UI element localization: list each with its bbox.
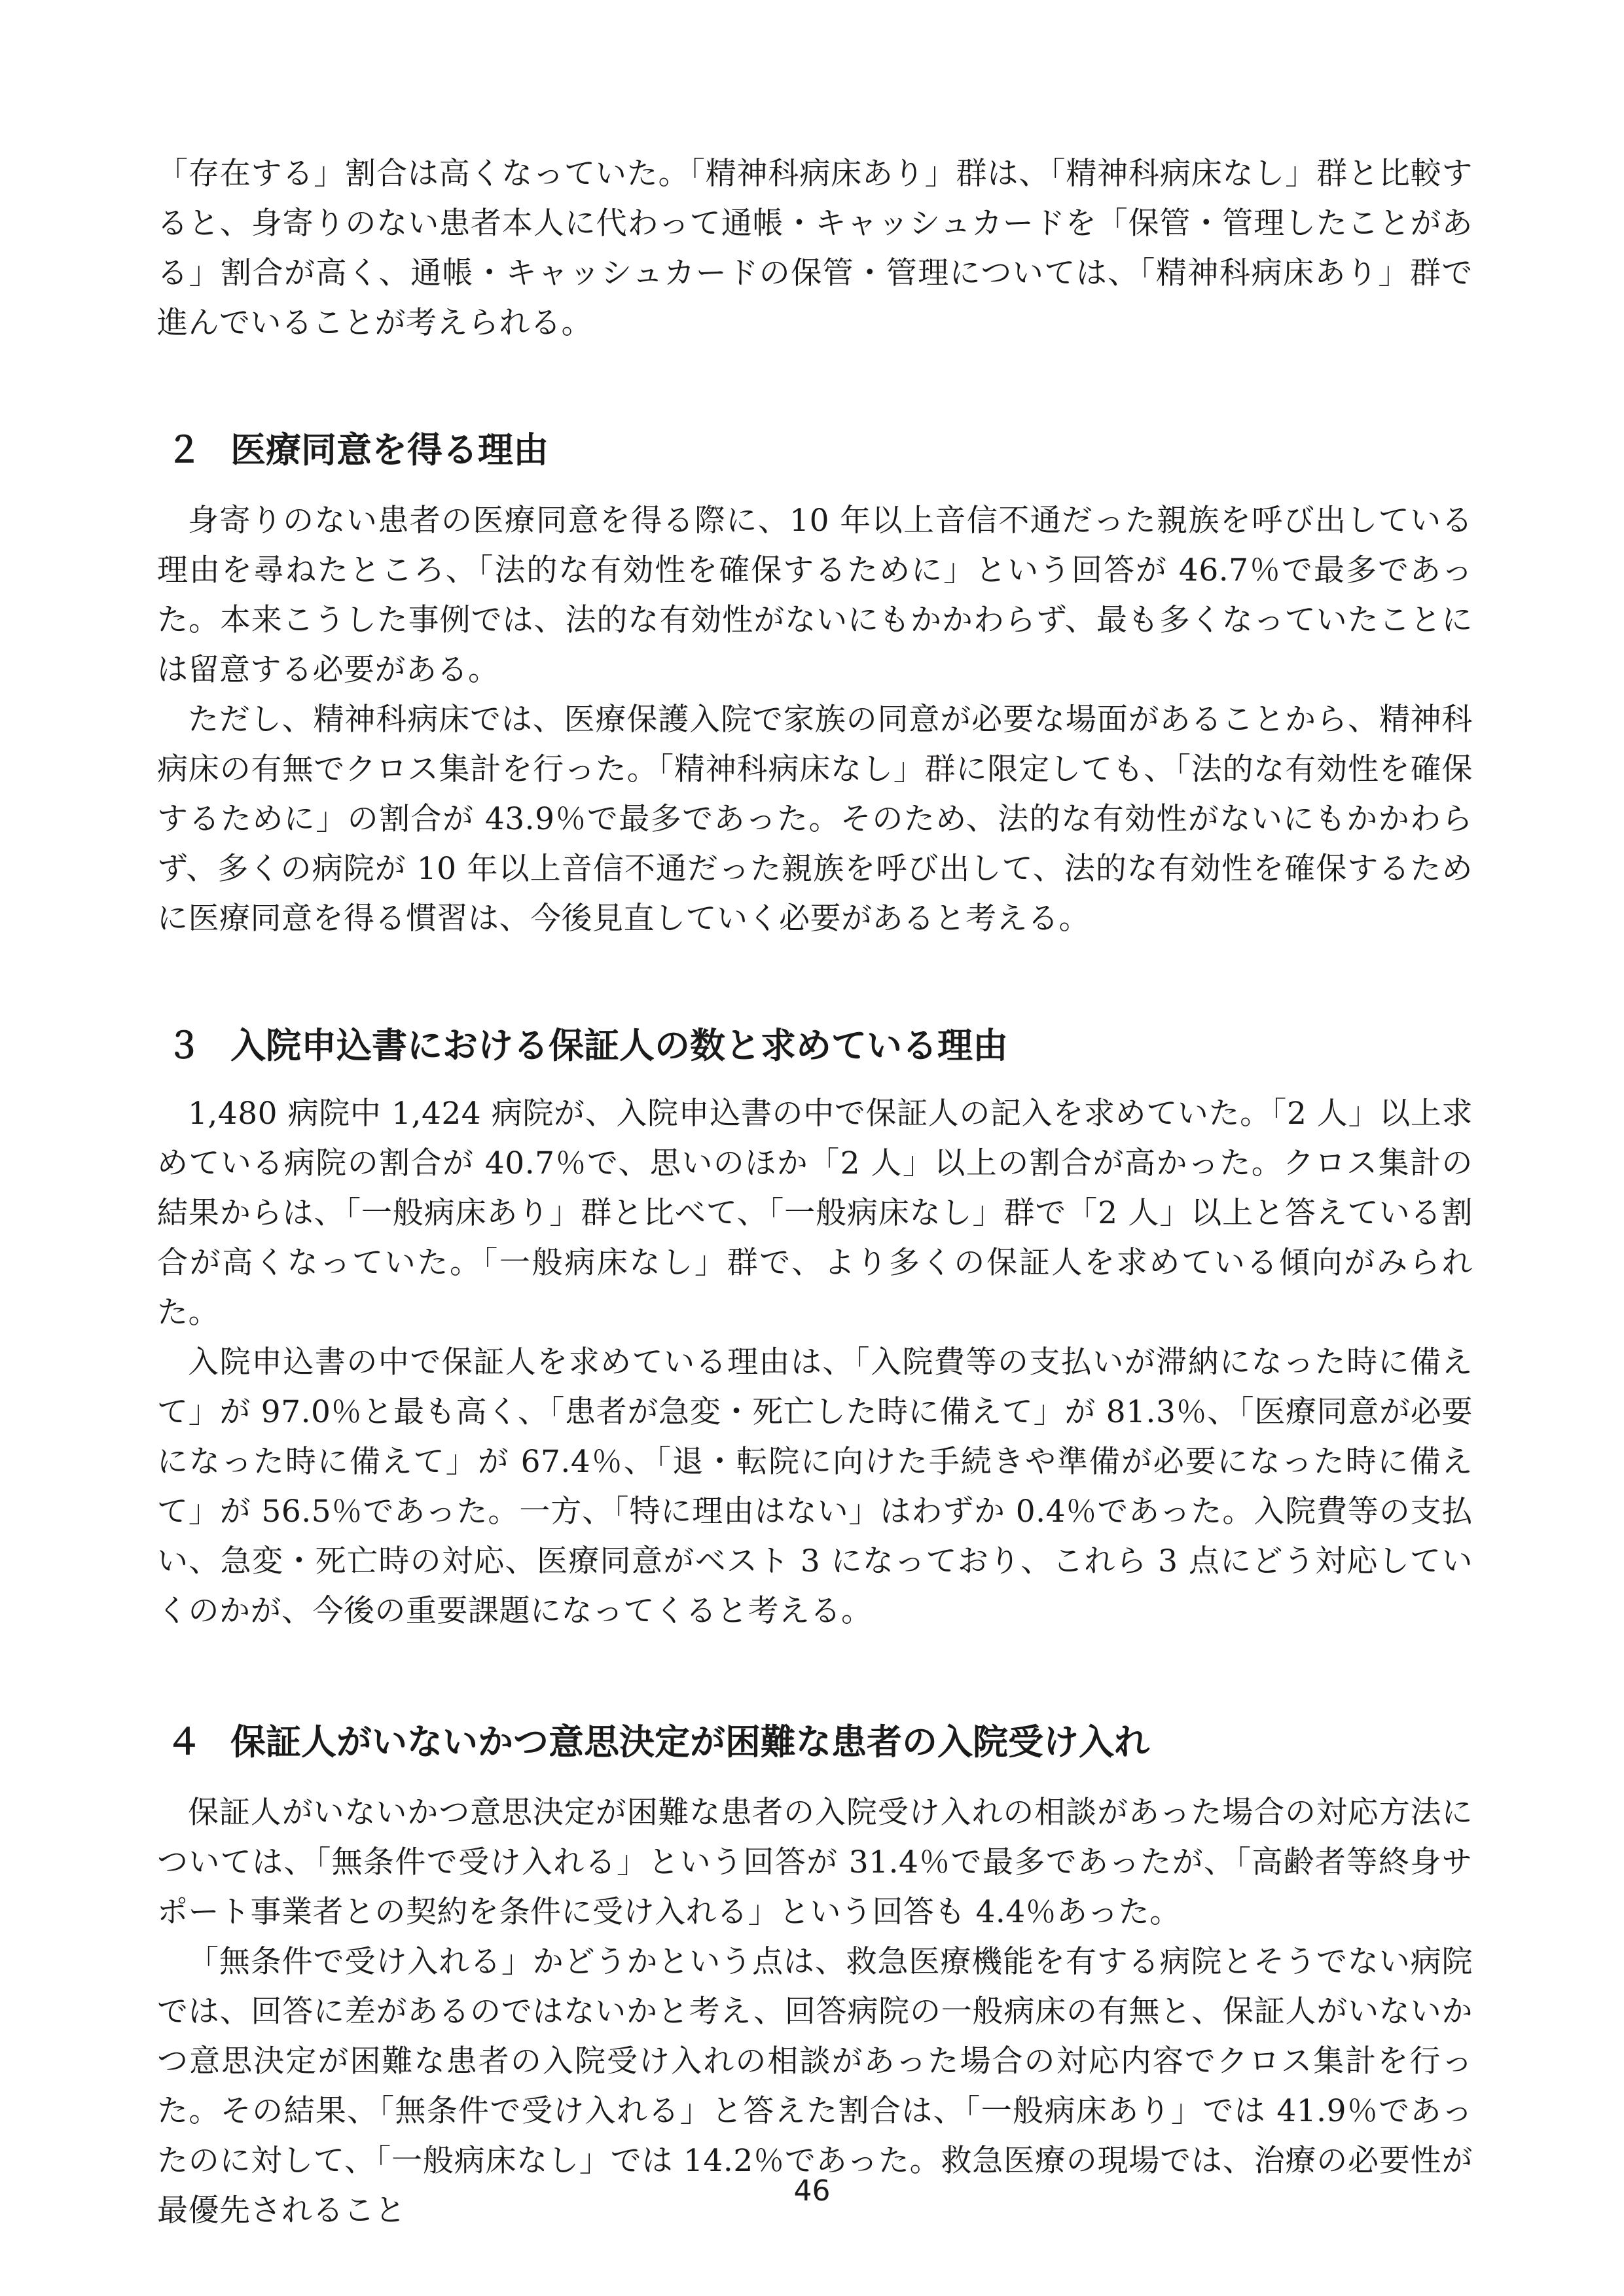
section-4-paragraph-2: 「無条件で受け入れる」かどうかという点は、救急医療機能を有する病院とそうでない病院では、回答に差があるのではないかと考え、回答病院の一般病床の有無と、保証人がいないかつ意思決定が困難な患者の入院受け入れの相談があった場合の対応内容でクロス集計を行った。その結果、「無条件で受け入れる」と答えた割合は、「一般病床あり」では 41.9％であったのに対して、「一般病床なし」では 14.2％であった。救急医療の現場では、治療の必要性が最優先されること bbox=[157, 1944, 1473, 2229]
section-2-number: ２ bbox=[166, 429, 202, 471]
section-2-title: 医療同意を得る理由 bbox=[230, 429, 549, 471]
intro-paragraph: 「存在する」割合は高くなっていた。「精神科病床あり」群は、「精神科病床なし」群と比較すると、身寄りのない患者本人に代わって通帳・キャッシュカードを「保管・管理したことがある」割合が高く、通帳・キャッシュカードの保管・管理については、「精神科病床あり」群で進んでいることが考えられる。 bbox=[157, 156, 1473, 341]
section-2-heading bbox=[157, 424, 1473, 476]
section-3-number: ３ bbox=[166, 1025, 202, 1066]
page-number: 46 bbox=[793, 2174, 831, 2208]
section-3-heading bbox=[157, 1020, 1473, 1072]
section-4-paragraph-1: 保証人がいないかつ意思決定が困難な患者の入院受け入れの相談があった場合の対応方法については、「無条件で受け入れる」という回答が 31.4％で最多であったが、「高齢者等終身サポート事業者との契約を条件に受け入れる」という回答も 4.4％あった。 bbox=[157, 1795, 1473, 1930]
section-4-title: 保証人がいないかつ意思決定が困難な患者の入院受け入れ bbox=[230, 1721, 1149, 1763]
section-2-paragraph-1: 身寄りのない患者の医療同意を得る際に、10 年以上音信不通だった親族を呼び出している理由を尋ねたところ、「法的な有効性を確保するために」という回答が 46.7％で最多であった。本来こうした事例では、法的な有効性がないにもかかわらず、最も多くなっていたことには留意する必要がある。 bbox=[157, 503, 1473, 688]
section-3-title: 入院申込書における保証人の数と求めている理由 bbox=[230, 1025, 1008, 1066]
section-4-heading bbox=[157, 1716, 1473, 1768]
section-4-number: ４ bbox=[166, 1721, 202, 1763]
section-3-paragraph-1: 1,480 病院中 1,424 病院が、入院申込書の中で保証人の記入を求めていた。「2 人」以上求めている病院の割合が 40.7％で、思いのほか「2 人」以上の割合が高かった。クロス集計の結果からは、「一般病床あり」群と比べて、「一般病床なし」群で「2 人」以上と答えている割合が高くなっていた。「一般病床なし」群で、より多くの保証人を求めている傾向がみられた。 bbox=[157, 1096, 1473, 1331]
section-3-paragraph-2: 入院申込書の中で保証人を求めている理由は、「入院費等の支払いが滞納になった時に備えて」が 97.0％と最も高く、「患者が急変・死亡した時に備えて」が 81.3％、「医療同意が必要になった時に備えて」が 67.4％、「退・転院に向けた手続きや準備が必要になった時に備えて」が 56.5％であった。一方、「特に理由はない」はわずか 0.4％であった。入院費等の支払い、急変・死亡時の対応、医療同意がベスト 3 になっており、これら 3 点にどう対応していくのかが、今後の重要課題になってくると考える。 bbox=[157, 1344, 1473, 1629]
page-content bbox=[157, 149, 1473, 2236]
section-2-paragraph-2: ただし、精神科病床では、医療保護入院で家族の同意が必要な場面があることから、精神科病床の有無でクロス集計を行った。「精神科病床なし」群に限定しても、「法的な有効性を確保するために」の割合が 43.9％で最多であった。そのため、法的な有効性がないにもかかわらず、多くの病院が 10 年以上音信不通だった親族を呼び出して、法的な有効性を確保するために医療同意を得る慣習は、今後見直していく必要があると考える。 bbox=[157, 702, 1473, 937]
